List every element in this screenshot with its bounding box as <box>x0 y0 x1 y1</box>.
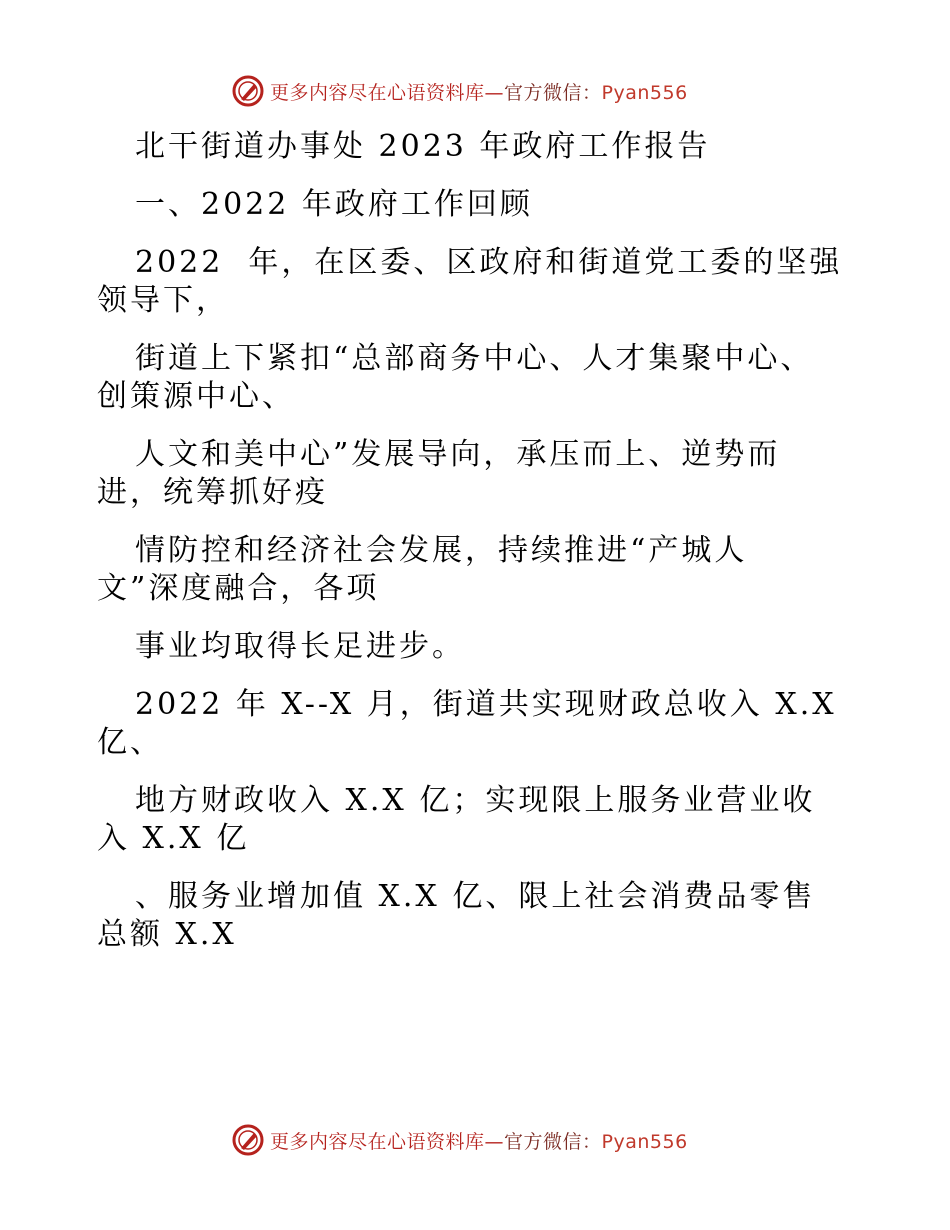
document-title: 北干街道办事处 2023 年政府工作报告 <box>135 129 711 164</box>
paragraph-line: 亿、 <box>97 725 163 760</box>
watermark-id: Pyan556 <box>601 81 688 104</box>
watermark-main: 更多内容尽在心语资料库 <box>270 1130 485 1153</box>
paragraph-line: 人文和美中心”发展导向，承压而上、逆势而 <box>135 437 781 472</box>
paragraph-line: 情防控和经济社会发展，持续推进“产城人 <box>135 533 748 568</box>
paragraph-line: 、服务业增加值 X.X 亿、限上社会消费品零售 <box>135 879 816 914</box>
footer-watermark <box>232 1122 688 1158</box>
watermark-separator: — <box>484 81 505 104</box>
paragraph-line: 事业均取得长足进步。 <box>135 629 465 664</box>
watermark-id: Pyan556 <box>601 1130 688 1153</box>
paragraph-line: 地方财政收入 X.X 亿；实现限上服务业营业收 <box>135 783 816 818</box>
pen-logo-icon <box>232 75 264 107</box>
watermark-text <box>270 1127 688 1154</box>
paragraph-line: 领导下， <box>97 283 229 318</box>
paragraph-line: 2022 年，在区委、区政府和街道党工委的坚强 <box>135 245 843 280</box>
watermark-separator: — <box>484 1130 505 1153</box>
header-watermark <box>232 73 688 109</box>
paragraph-line: 创策源中心、 <box>97 379 295 414</box>
paragraph-line: 总额 X.X <box>97 917 237 952</box>
watermark-label: 官方微信： <box>504 81 602 104</box>
paragraph-line: 街道上下紧扣“总部商务中心、人才集聚中心、 <box>135 341 814 376</box>
pen-logo-icon <box>232 1124 264 1156</box>
document-body <box>97 128 857 954</box>
paragraph-line: 进，统筹抓好疫 <box>97 475 328 510</box>
watermark-text <box>270 78 688 105</box>
section-heading: 一、2022 年政府工作回顾 <box>135 187 533 222</box>
paragraph-line: 入 X.X 亿 <box>97 821 250 856</box>
watermark-label: 官方微信： <box>504 1130 602 1153</box>
watermark-main: 更多内容尽在心语资料库 <box>270 81 485 104</box>
paragraph-line: 文”深度融合，各项 <box>97 571 380 606</box>
paragraph-line: 2022 年 X--X 月，街道共实现财政总收入 X.X <box>135 687 837 722</box>
